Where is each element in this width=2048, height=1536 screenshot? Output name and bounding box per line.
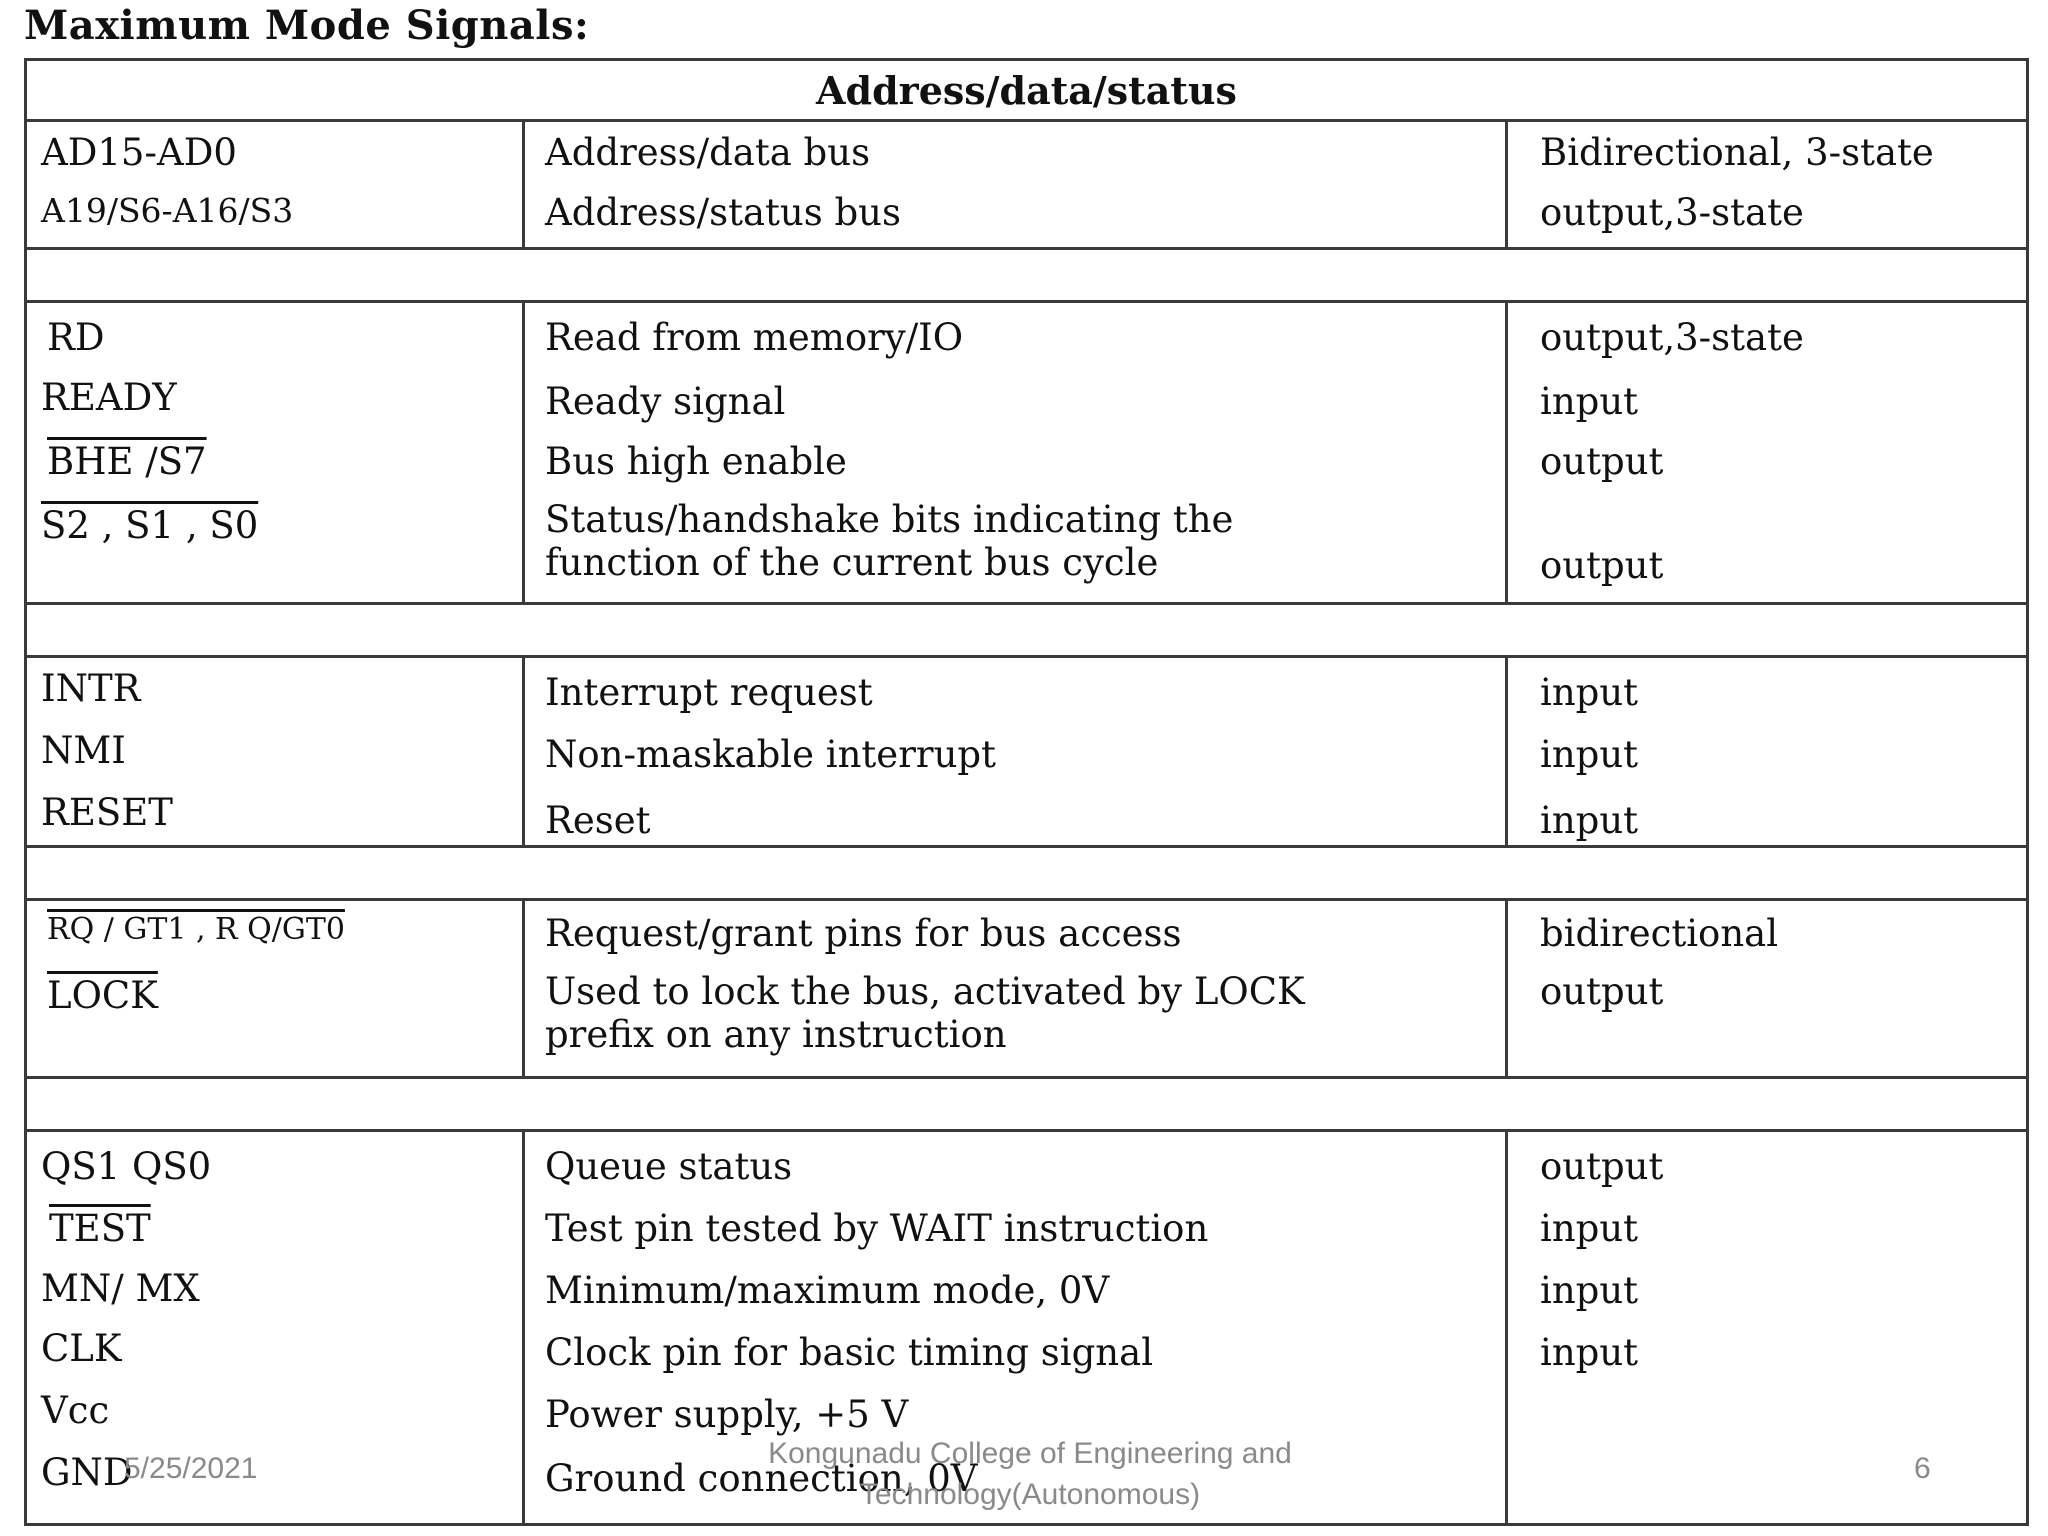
desc-non-maskable-interrupt: Non-maskable interrupt: [545, 733, 996, 776]
spacer-row: [26, 604, 2028, 657]
signal-ready: READY: [41, 376, 177, 419]
type-input: input: [1540, 733, 1639, 776]
description-cell: [524, 302, 1507, 604]
type-cell: [1507, 657, 2028, 847]
type-bidirectional: Bidirectional, 3-state: [1540, 131, 1934, 174]
table-row-group-2: [26, 302, 2028, 604]
signal-reset: RESET: [41, 791, 173, 834]
type-cell: [1507, 302, 2028, 604]
signal-clk: CLK: [41, 1327, 122, 1370]
type-cell: [1507, 121, 2028, 249]
type-cell: [1507, 1131, 2028, 1525]
spacer-cell: [26, 1078, 2028, 1131]
signal-cell: [26, 1131, 524, 1525]
table-row-group-1: [26, 121, 2028, 249]
spacer-row: [26, 249, 2028, 302]
type-input: input: [1540, 671, 1639, 714]
signal-a19-s6-a16-s3: A19/S6-A16/S3: [41, 191, 294, 230]
type-output: output: [1540, 440, 1664, 483]
type-input: input: [1540, 1269, 1639, 1312]
signal-vcc: Vcc: [41, 1389, 110, 1432]
type-output: output: [1540, 1145, 1664, 1188]
signal-cell: [26, 121, 524, 249]
type-cell: [1507, 900, 2028, 1078]
table-header-row: [26, 60, 2028, 121]
desc-queue-status: Queue status: [545, 1145, 793, 1188]
signal-cell: [26, 302, 524, 604]
desc-reset: Reset: [545, 799, 651, 842]
signal-nmi: NMI: [41, 729, 126, 772]
spacer-row: [26, 847, 2028, 900]
signal-test: TEST: [49, 1207, 151, 1250]
spacer-cell: [26, 847, 2028, 900]
desc-status-handshake: Status/handshake bits indicating the function of the current bus cycle: [545, 498, 1234, 584]
desc-address-data-bus: Address/data bus: [545, 131, 871, 174]
footer-page-number: 6: [1914, 1452, 1931, 1485]
signal-cell: [26, 657, 524, 847]
type-output-3-state: output,3-state: [1540, 191, 1804, 234]
desc-ready-signal: Ready signal: [545, 380, 786, 423]
type-input: input: [1540, 1207, 1639, 1250]
type-input: input: [1540, 380, 1639, 423]
signal-gnd: GND: [41, 1451, 133, 1494]
spacer-cell: [26, 249, 2028, 302]
type-bidirectional: bidirectional: [1540, 912, 1779, 955]
description-cell: [524, 121, 1507, 249]
desc-ground: Ground connection, 0V: [545, 1457, 978, 1500]
signal-mn-mx: MN/ MX: [41, 1267, 200, 1310]
spacer-row: [26, 1078, 2028, 1131]
signal-rd: RD: [47, 316, 105, 359]
signal-qs1-qs0: QS1 QS0: [41, 1145, 212, 1188]
desc-request-grant: Request/grant pins for bus access: [545, 912, 1182, 955]
desc-interrupt-request: Interrupt request: [545, 671, 873, 714]
desc-bus-high-enable: Bus high enable: [545, 440, 847, 483]
table-row-group-3: [26, 657, 2028, 847]
type-output: output: [1540, 544, 1664, 587]
type-input: input: [1540, 799, 1639, 842]
description-cell: [524, 900, 1507, 1078]
signal-ad15-ad0: AD15-AD0: [41, 131, 237, 174]
signal-lock: LOCK: [47, 974, 158, 1017]
page-heading: Maximum Mode Signals:: [24, 2, 590, 49]
desc-lock-bus: Used to lock the bus, activated by LOCK prefix on any instruction: [545, 970, 1305, 1056]
signal-rq-gt: RQ / GT1 , R Q/GT0: [47, 912, 345, 947]
type-input: input: [1540, 1331, 1639, 1374]
desc-test-pin: Test pin tested by WAIT instruction: [545, 1207, 1209, 1250]
desc-power-supply: Power supply, +5 V: [545, 1393, 909, 1436]
type-power-empty: [1540, 1394, 2026, 1458]
footer-institution: Kongunadu College of Engineering and Technology(Autonomous): [768, 1437, 1292, 1511]
type-output: output: [1540, 970, 1664, 1013]
signals-table: [24, 58, 2029, 1526]
desc-address-status-bus: Address/status bus: [545, 191, 901, 234]
description-cell: [524, 657, 1507, 847]
table-header: Address/data/status: [26, 60, 2028, 121]
type-output-3-state: output,3-state: [1540, 316, 1804, 359]
spacer-cell: [26, 604, 2028, 657]
desc-clock-pin: Clock pin for basic timing signal: [545, 1331, 1154, 1374]
desc-min-max-mode: Minimum/maximum mode, 0V: [545, 1269, 1110, 1312]
signal-s2-s1-s0: S2 , S1 , S0: [41, 504, 259, 547]
desc-read-memory-io: Read from memory/IO: [545, 316, 964, 359]
signal-cell: [26, 900, 524, 1078]
signal-intr: INTR: [41, 667, 141, 710]
footer-date: 5/25/2021: [124, 1452, 258, 1485]
signal-bhe-s7: BHE /S7: [47, 440, 207, 483]
table-row-group-4: [26, 900, 2028, 1078]
